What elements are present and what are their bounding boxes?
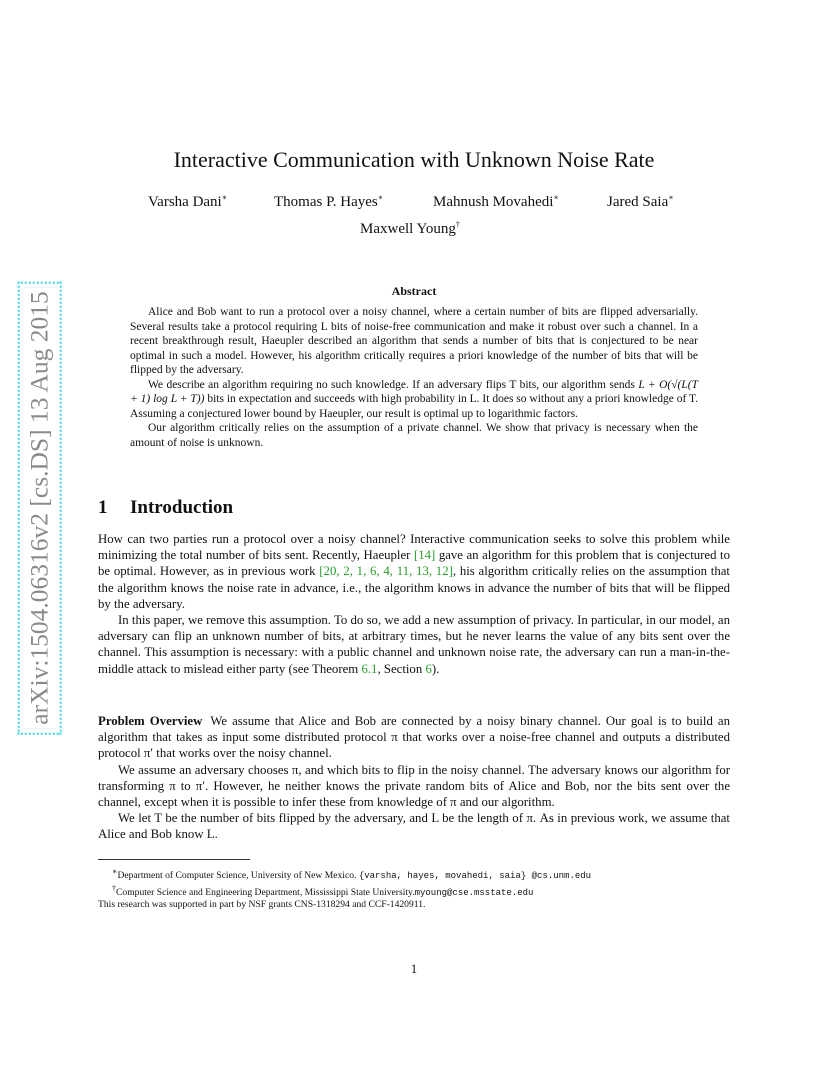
intro-paragraph-1: How can two parties run a protocol over a noisy channel? Interactive communication seeks to solve this problem while minimizing the total number of bits sent. Recently, Haeupler [14] gave an algorithm for this problem that is conjectured to be optimal. However, as in previous work [20, 2, 1, 6, 4, 11, 13, 12], his algorithm critically relies on the assumption that the algorithm knows the noise rate in advance, i.e., the algorithm knows in advance the number of bits that will be flipped by the adversary.: [98, 532, 730, 611]
problem-paragraph-2: We assume an adversary chooses π, and which bits to flip in the noisy channel. The adversary knows our algorithm for transforming π to π′. However, he neither knows the private random bits of Alice and Bob, nor the bits sent over the channel, except when it is possible to infer these from knowledge of π and our algorithm.: [98, 762, 730, 810]
abstract-paragraph-2: We describe an algorithm requiring no such knowledge. If an adversary flips T bits, our algorithm sends L + O(√(L(T + 1) log L + T)) bits in expectation and succeeds with high probability in L. It does so without any a priori knowledge of T. Assuming a conjectured lower bound by Haeupler, our result is optimal up to logarithmic factors.: [130, 378, 699, 420]
footnote-1: ∗Department of Computer Science, University of New Mexico. {varsha, hayes, movahedi, saia} @cs.unm.edu: [112, 867, 592, 882]
footnotes: [98, 866, 738, 912]
citation-link[interactable]: [20, 2, 1, 6, 4, 11, 13, 12]: [319, 564, 453, 579]
funding-note: This research was supported in part by NSF grants CNS-1318294 and CCF-1420911.: [98, 899, 426, 911]
arxiv-identifier[interactable]: arXiv:1504.06316v2 [cs.DS] 13 Aug 2015: [24, 287, 56, 728]
abstract-paragraph-1: Alice and Bob want to run a protocol over a noisy channel, where a certain number of bits are flipped adversarially. Several results take a protocol requiring L bits of noise-free communication and make it robust over such a channel. In a recent breakthrough result, Haeupler described an algorithm that sends a number of bits that is conjectured to be near optimal in such a model. However, his algorithm critically requires a priori knowledge of the number of bits that will be flipped by the adversary.: [130, 306, 698, 376]
email-link[interactable]: myoung@cse.msstate.edu: [414, 887, 534, 898]
section-heading: [98, 497, 233, 519]
citation-link[interactable]: [14]: [413, 548, 436, 563]
problem-paragraph-1: Problem Overview We assume that Alice and Bob are connected by a noisy binary channel. Our goal is to build an algorithm that takes as input some distributed protocol π that works over a noise-free channel and outputs a distributed protocol π′ that works over the noisy channel.: [98, 714, 730, 761]
complexity-formula: L + O(√(L(T + 1) log L + T)): [130, 378, 698, 405]
intro-paragraph-2: In this paper, we remove this assumption. To do so, we add a new assumption of privacy. In particular, in our model, an adversary can flip an unknown number of bits, at arbitrary times, but he never learns the value of any bits sent over the channel. This assumption is necessary: with a public channel and unknown noise rate, the adversary can run a man-in-the-middle attack to mislead either party (see Theorem 6.1, Section 6).: [98, 613, 730, 676]
page-number: 1: [410, 962, 418, 976]
problem-overview: [98, 713, 730, 843]
author-4: Jared Saia∗: [607, 193, 674, 210]
abstract-paragraph-3: Our algorithm critically relies on the assumption of a private channel. We show that privacy is necessary when the amount of noise is unknown.: [130, 422, 698, 449]
author-2: Thomas P. Hayes∗: [274, 193, 384, 210]
section-link[interactable]: 6: [425, 661, 432, 676]
paper-title: Interactive Communication with Unknown Noise Rate: [173, 147, 655, 172]
abstract-heading: Abstract: [391, 284, 437, 298]
author-5: Maxwell Young†: [360, 220, 460, 237]
theorem-link[interactable]: 6.1: [361, 661, 378, 676]
arxiv-sidebar: [6, 250, 74, 765]
problem-overview-heading: Problem Overview: [98, 714, 203, 728]
footnote-divider: [98, 859, 250, 860]
section-number: 1: [98, 497, 108, 518]
author-3: Mahnush Movahedi∗: [433, 193, 559, 210]
author-1: Varsha Dani∗: [148, 193, 228, 210]
email-list[interactable]: {varsha, hayes, movahedi, saia} @cs.unm.edu: [358, 871, 592, 882]
introduction-body: [98, 531, 730, 677]
problem-paragraph-3: We let T be the number of bits flipped by the adversary, and L be the length of π. As in previous work, we assume that Alice and Bob know L.: [98, 811, 730, 842]
section-title: Introduction: [130, 497, 234, 518]
footnote-2: †Computer Science and Engineering Department, Mississippi State University.myoung@cse.msstate.edu: [112, 883, 534, 898]
abstract-body: [130, 305, 698, 450]
